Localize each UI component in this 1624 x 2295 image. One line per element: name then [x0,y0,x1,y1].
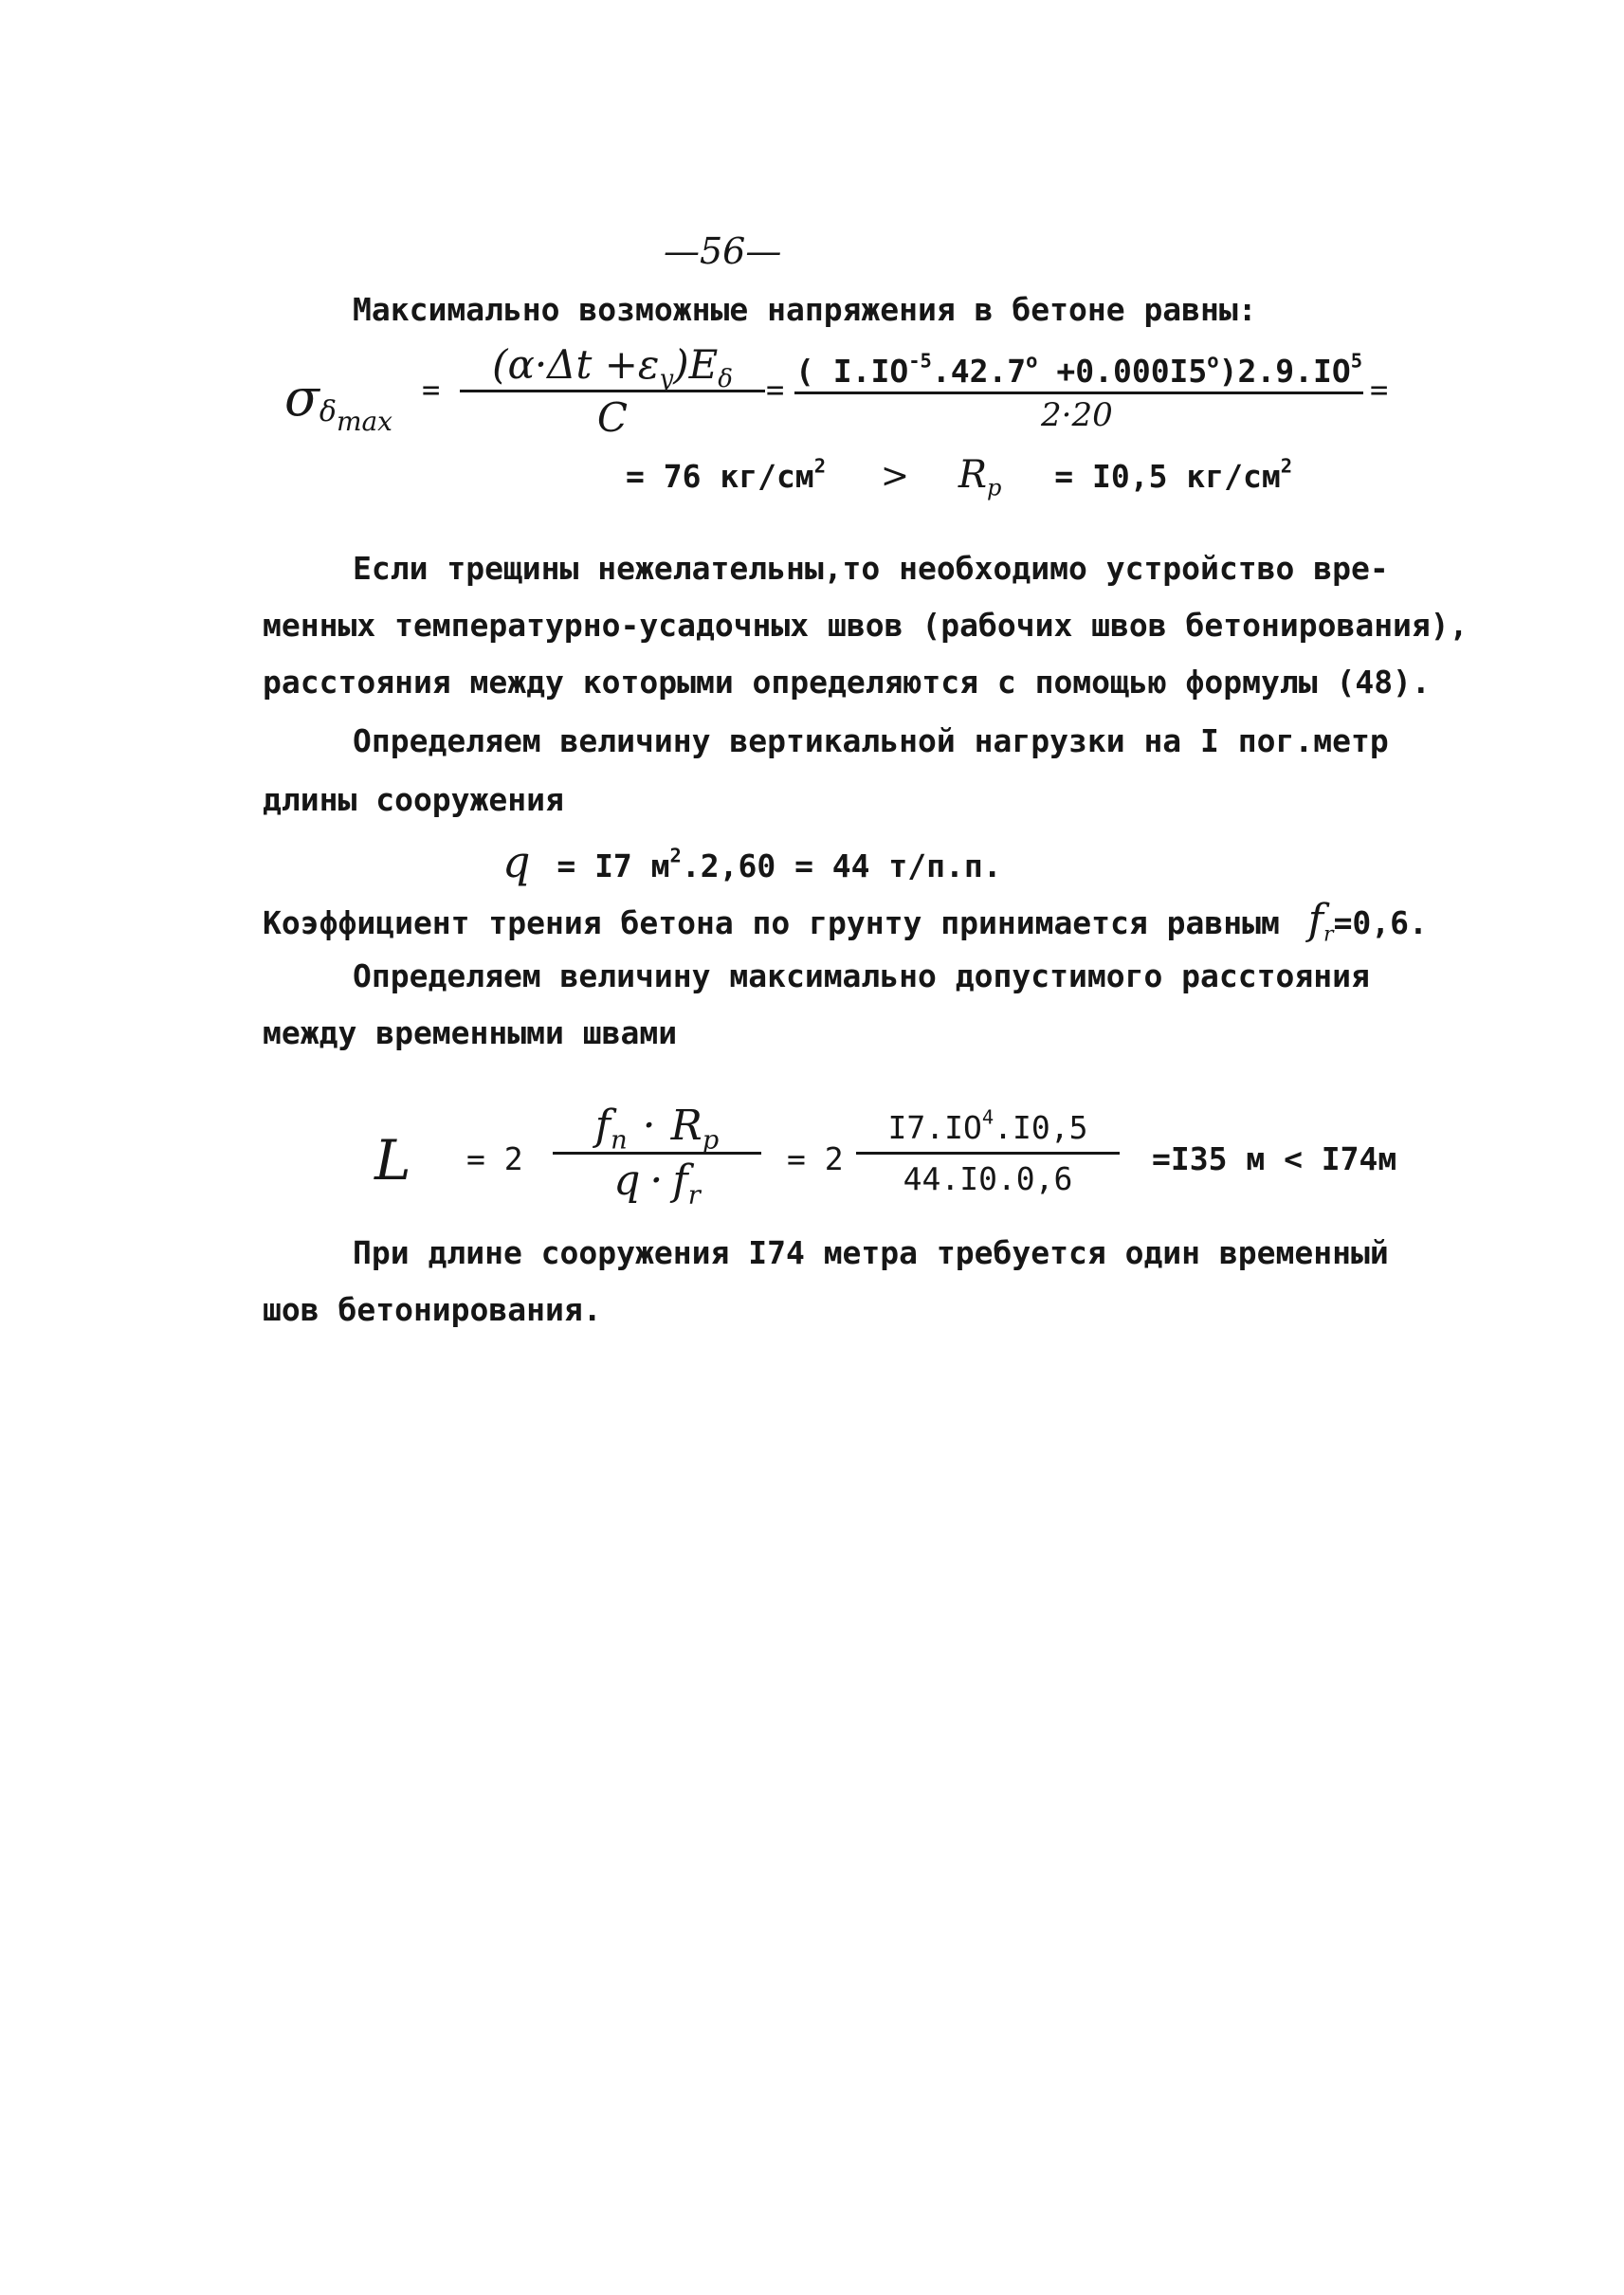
paragraph-cracks-line3: расстояния между которыми определяются с помощью формулы (48). [263,664,1431,701]
formula-max-distance-fraction-numeric: $I7.IO^4.I0,5$ 44.I0.0,6 [856,1109,1120,1197]
formula-max-stress-eq3: = [1370,372,1389,408]
paragraph-intro: Максимально возможные напряжения в бетоне равны: [353,291,1257,328]
formula-max-stress-fraction-numeric: ( $I.IO^{-5}.42.7^o +0.000I5^o)2.9.IO^5$ 2·20 [795,349,1362,434]
formula-max-distance-result: =I35 м < I74м [1152,1140,1397,1177]
paragraph-distance-line1: Определяем величину максимально допустимого расстояния [353,957,1370,994]
formula-max-stress-eq2: = [766,372,785,408]
paragraph-conclusion-line2: шов бетонирования. [263,1291,602,1328]
paragraph-conclusion-line1: При длине сооружения I74 метра требуется один временный [353,1234,1389,1271]
paragraph-cracks-line1: Если трещины нежелательны,то необходимо устройство вре- [353,550,1389,587]
paragraph-cracks-line2: менных температурно-усадочных швов (рабочих швов бетонирования), [263,607,1469,644]
formula-max-distance-eq2: = 2 [787,1140,844,1177]
formula-max-distance-eq1: = 2 [466,1140,523,1177]
page-number: —56— [664,230,782,272]
formula-max-stress-fraction-symbolic: $(\alpha\cdot\Delta t +\varepsilon_y)E_\delta$ C [460,341,765,441]
formula-max-distance-fraction-symbolic: $f_n \cdot R_p$ $q \cdot f_r$ [553,1102,761,1205]
formula-max-distance-lhs: L [374,1128,411,1193]
formula-max-stress-lhs: $\sigma\delta_{max}$ [284,368,392,437]
formula-max-stress-result: = 76 $кг/см^2 > R_p = I0,5$ $кг/см^2$ [626,453,1293,501]
formula-vertical-load: q = I7 $м^2.2,60 = 44$ т/п.п. [502,836,1002,887]
paragraph-load-line2: длины сооружения [263,781,564,818]
paragraph-friction: Коэффициент трения бетона по грунту принимается равным $f_r=0,6$. [263,896,1428,947]
formula-max-stress-eq: = [422,372,441,408]
paragraph-load-line1: Определяем величину вертикальной нагрузки на I пог.метр [353,722,1389,759]
paragraph-distance-line2: между временными швами [263,1014,678,1051]
